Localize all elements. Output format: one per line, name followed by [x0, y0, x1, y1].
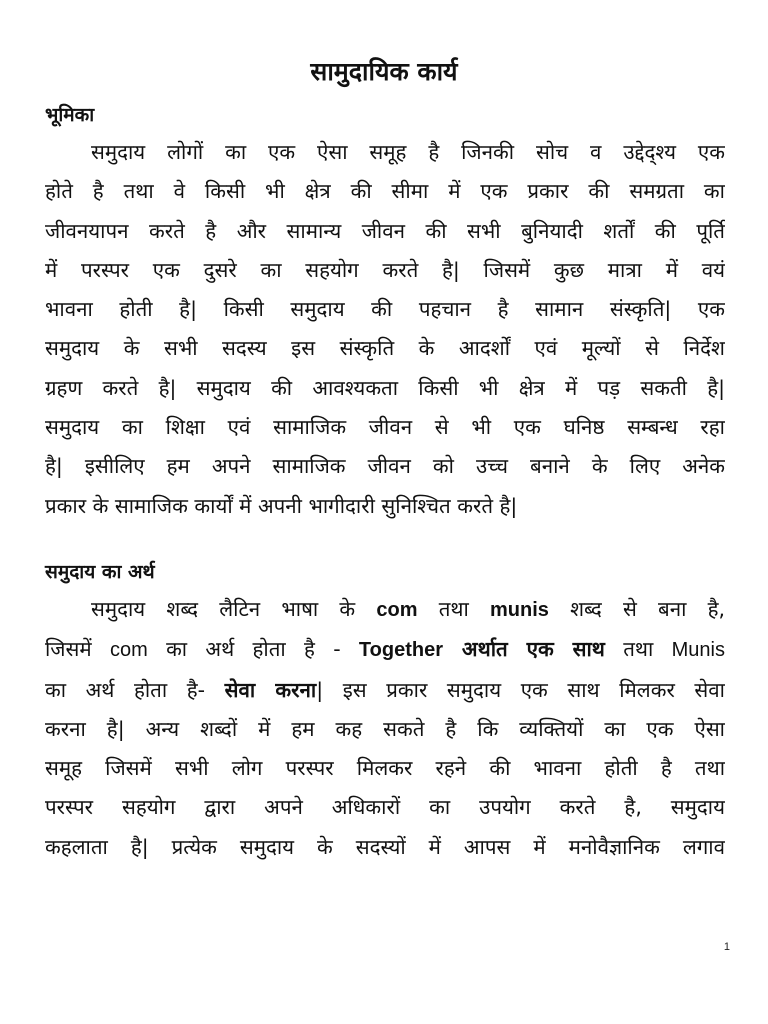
- english-term-together: Together: [358, 639, 443, 662]
- text-run: शब्द से बना है,: [548, 597, 725, 621]
- paragraph-line: परस्पर सहयोग द्वारा अपने अधिकारों का उपयोग करते है, समुदाय: [45, 795, 725, 820]
- paragraph-line: प्रकार के सामाजिक कार्यों में अपनी भागीदारी सुनिश्चित करते है|: [45, 493, 518, 518]
- paragraph-line: समुदाय लोगों का एक ऐसा समूह है जिनकी सोच व उद्देद्श्य एक: [91, 140, 725, 164]
- paragraph-line: समूह जिसमें सभी लोग परस्पर मिलकर रहने की भावना होती है तथा: [45, 756, 725, 781]
- bold-text-run: सेवा करना: [224, 677, 317, 702]
- paragraph-line: भावना होती है| किसी समुदाय की पहचान है सामान संस्कृति| एक: [45, 297, 725, 322]
- bold-text-run: अर्थात एक साथ: [443, 637, 605, 662]
- text-run: | इस प्रकार समुदाय एक साथ मिलकर सेवा: [316, 677, 725, 702]
- latin-term-munis: munis: [490, 599, 549, 621]
- paragraph-line: करना है| अन्य शब्दों में हम कह सकते है कि व्यक्तियों का एक ऐसा: [45, 716, 725, 741]
- text-run: जिसमें: [45, 637, 110, 662]
- document-title: सामुदायिक कार्य: [310, 57, 458, 86]
- section-heading-introduction: भूमिका: [45, 104, 95, 126]
- latin-term-com: com: [376, 599, 418, 621]
- section-heading-meaning: समुदाय का अर्थ: [45, 561, 155, 583]
- text-run: का अर्थ होता है -: [147, 637, 359, 662]
- paragraph-line: समुदाय का शिक्षा एवं सामाजिक जीवन से भी एक घनिष्ठ सम्बन्ध रहा: [45, 415, 725, 440]
- text-run: का अर्थ होता है-: [45, 677, 225, 702]
- latin-term-com: com: [109, 639, 148, 662]
- paragraph-line: [45, 590, 725, 630]
- meaning-paragraph: [45, 590, 725, 867]
- latin-term-munis: Munis: [671, 639, 725, 662]
- text-run: समुदाय शब्द लैटिन भाषा के: [91, 597, 377, 621]
- text-run: तथा: [604, 637, 672, 662]
- paragraph-line: [45, 671, 725, 710]
- introduction-paragraph: [45, 133, 725, 526]
- paragraph-line: ग्रहण करते है| समुदाय की आवश्यकता किसी भी क्षेत्र में पड़ सकती है|: [45, 375, 725, 400]
- paragraph-line: समुदाय के सभी सदस्य इस संस्कृति के आदर्शों एवं मूल्यों से निर्देश: [45, 336, 725, 361]
- paragraph-line: होते है तथा वे किसी भी क्षेत्र की सीमा में एक प्रकार की समग्रता का: [45, 179, 725, 204]
- paragraph-line: में परस्पर एक दुसरे का सहयोग करते है| जिसमें कुछ मात्रा में वयं: [45, 257, 725, 282]
- paragraph-line: जीवनयापन करते है और सामान्य जीवन की सभी बुनियादी शर्तों की पूर्ति: [45, 218, 725, 243]
- text-run: तथा: [417, 597, 490, 621]
- page-number: 1: [723, 941, 730, 953]
- paragraph-line: कहलाता है| प्रत्येक समुदाय के सदस्यों में आपस में मनोवैज्ञानिक लगाव: [45, 834, 725, 859]
- paragraph-line: [45, 630, 725, 670]
- paragraph-line: है| इसीलिए हम अपने सामाजिक जीवन को उच्च बनाने के लिए अनेक: [45, 454, 725, 479]
